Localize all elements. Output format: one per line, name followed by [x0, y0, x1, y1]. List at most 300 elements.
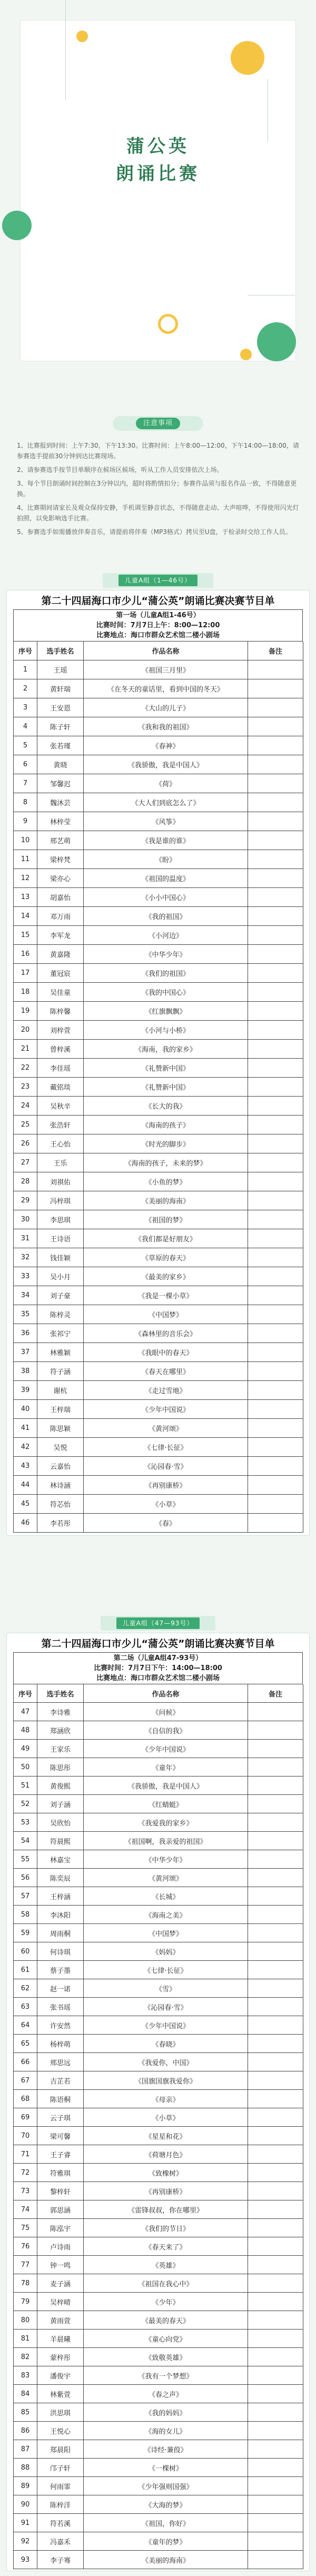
table-row [14, 1021, 303, 1040]
notice-badge [113, 416, 203, 431]
cell-remark [248, 1362, 303, 1381]
cell-remark [248, 869, 303, 888]
cell-contestant-name: 符若溪 [37, 2514, 84, 2532]
cell-work-title: 《我爱我的家乡》 [84, 1813, 248, 1832]
cell-remark [248, 1495, 303, 1514]
cell-contestant-name: 陈思颖 [37, 1419, 84, 1438]
cell-remark [248, 1040, 303, 1059]
cell-contestant-name: 曾梓溪 [37, 1040, 84, 1059]
cell-remark [248, 1229, 303, 1248]
cell-contestant-name: 戴铭琰 [37, 1078, 84, 1097]
column-header-number: 序号 [14, 641, 37, 660]
cell-work-title: 《问候》 [84, 1703, 248, 1721]
table-row [14, 2366, 303, 2385]
cell-work-title: 《森林里的音乐会》 [84, 1324, 248, 1343]
table-row [14, 2422, 303, 2440]
table-row [14, 1869, 303, 1887]
table-row [14, 888, 303, 907]
session-name: 第二场（儿童A组47-93号） [113, 1654, 203, 1662]
cell-work-title: 《致敬英雄》 [84, 2348, 248, 2366]
cell-remark [248, 1813, 303, 1832]
cell-remark [248, 2256, 303, 2274]
cell-remark [248, 2016, 303, 2035]
cell-work-title: 《海南的孩子》 [84, 1116, 248, 1134]
cell-remark [248, 1324, 303, 1343]
cell-work-title: 《诗经·蒹葭》 [84, 2440, 248, 2459]
cell-number: 32 [14, 1248, 37, 1267]
table-row [14, 850, 303, 869]
cell-contestant-name: 梁可馨 [37, 2127, 84, 2145]
cell-work-title: 《少年中国说》 [84, 1400, 248, 1419]
cell-work-title: 《小草》 [84, 2108, 248, 2127]
table-row [14, 945, 303, 964]
cell-remark [248, 850, 303, 869]
cell-contestant-name: 符子涵 [37, 1362, 84, 1381]
cell-remark [248, 2422, 303, 2440]
cell-contestant-name: 赵一诺 [37, 1979, 84, 1998]
cell-contestant-name: 陈梓灵 [37, 1305, 84, 1324]
cell-work-title: 《少年》 [84, 2293, 248, 2311]
cell-contestant-name: 黄嘉隆 [37, 945, 84, 964]
table-row [14, 1134, 303, 1153]
cell-contestant-name: 王瑶 [37, 660, 84, 679]
cell-work-title: 《雷锋叔叔，你在哪里》 [84, 2200, 248, 2219]
cell-number: 59 [14, 1924, 37, 1942]
cell-contestant-name: 云嘉怡 [37, 1457, 84, 1476]
table-row [14, 1097, 303, 1116]
cell-number: 64 [14, 2016, 37, 2035]
cell-number: 77 [14, 2256, 37, 2274]
cell-work-title: 《美丽的海南》 [84, 2551, 248, 2569]
cell-remark [248, 1116, 303, 1134]
cell-work-title: 《祖国啊，我亲爱的祖国》 [84, 1832, 248, 1850]
cell-contestant-name: 张书瑶 [37, 1998, 84, 2016]
cell-number: 19 [14, 1002, 37, 1021]
table-row [14, 2256, 303, 2274]
cell-number: 11 [14, 850, 37, 869]
table-row [14, 1116, 303, 1134]
table-row [14, 660, 303, 679]
table-row [14, 1703, 303, 1721]
table-row [14, 1887, 303, 1906]
table-row [14, 1495, 303, 1514]
cell-number: 54 [14, 1832, 37, 1850]
cell-work-title: 《星星和花》 [84, 2127, 248, 2145]
table-row [14, 1795, 303, 1813]
cell-number: 85 [14, 2403, 37, 2422]
cell-remark [248, 2366, 303, 2385]
cell-number: 55 [14, 1850, 37, 1869]
cell-remark [248, 2219, 303, 2237]
table-body [14, 660, 303, 1533]
table-row [14, 1153, 303, 1172]
cell-contestant-name: 邓万雨 [37, 907, 84, 926]
cell-number: 92 [14, 2532, 37, 2551]
cell-work-title: 《我是谁的谁》 [84, 831, 248, 850]
cell-remark [248, 1703, 303, 1721]
cell-contestant-name: 邢艺萌 [37, 831, 84, 850]
cell-remark [248, 1869, 303, 1887]
cell-number: 5 [14, 736, 37, 755]
cell-contestant-name: 李诗雅 [37, 1703, 84, 1721]
cell-work-title: 《少年中国说》 [84, 2016, 248, 2035]
notice-item: 5、参赛选手如需播放伴奏音乐，请提前将伴奏（MP3格式）拷贝至U盘，于检录时交给工作人员。 [17, 528, 292, 536]
cell-contestant-name: 李子骞 [37, 2551, 84, 2569]
table-row [14, 2385, 303, 2403]
cell-contestant-name: 王梓瑞 [37, 1400, 84, 1419]
table-row [14, 1381, 303, 1400]
cell-contestant-name: 黄轩瑞 [37, 679, 84, 698]
cell-contestant-name: 林雅颖 [37, 1343, 84, 1362]
group-badge [101, 1616, 216, 1631]
cell-work-title: 《黄河颂》 [84, 1869, 248, 1887]
cell-work-title: 《祖国三月里》 [84, 660, 248, 679]
cell-contestant-name: 邹馨迟 [37, 774, 84, 793]
notice-item: 3、每个节目朗诵时间控制在3分钟以内，超时将酌情扣分；参赛作品须与报名作品一致，不得随意更换。 [17, 480, 297, 498]
cell-remark [248, 736, 303, 755]
cell-contestant-name: 谢杭 [37, 1381, 84, 1400]
title-line-1: 蒲公英 [126, 136, 190, 157]
cell-number: 49 [14, 1740, 37, 1758]
cell-number: 12 [14, 869, 37, 888]
cell-contestant-name: 林紫萱 [37, 2385, 84, 2403]
table-row [14, 1906, 303, 1924]
cell-remark [248, 2053, 303, 2071]
cell-remark [248, 1002, 303, 1021]
cell-number: 31 [14, 1229, 37, 1248]
table-row [14, 2164, 303, 2182]
cell-contestant-name: 陈子轩 [37, 717, 84, 736]
cell-number: 39 [14, 1381, 37, 1400]
cell-number: 3 [14, 698, 37, 717]
cell-remark [248, 755, 303, 774]
table-row [14, 812, 303, 831]
column-header-name: 选手姓名 [37, 641, 84, 660]
cell-remark [248, 2182, 303, 2200]
cell-number: 41 [14, 1419, 37, 1438]
cell-contestant-name: 王安恩 [37, 698, 84, 717]
cell-work-title: 《一棵树》 [84, 2459, 248, 2477]
cell-contestant-name: 魏沐芸 [37, 793, 84, 812]
cell-contestant-name: 吴梓晴 [37, 2293, 84, 2311]
cell-remark [248, 1153, 303, 1172]
cell-remark [248, 964, 303, 983]
cell-number: 18 [14, 983, 37, 1002]
cell-contestant-name: 梁梓梵 [37, 850, 84, 869]
cell-contestant-name: 何诗琪 [37, 1942, 84, 1961]
table-row [14, 2477, 303, 2495]
cell-work-title: 《七律·长征》 [84, 1438, 248, 1457]
cell-contestant-name: 林嘉宝 [37, 1850, 84, 1869]
table-row [14, 1191, 303, 1210]
cell-remark [248, 2200, 303, 2219]
cell-work-title: 《国旗国旗我爱你》 [84, 2071, 248, 2090]
table-header-row [14, 641, 303, 660]
cell-number: 58 [14, 1906, 37, 1924]
cell-work-title: 《我有一个梦想》 [84, 2366, 248, 2385]
cell-number: 30 [14, 1210, 37, 1229]
cell-remark [248, 888, 303, 907]
cell-contestant-name: 许安然 [37, 2016, 84, 2035]
cell-number: 71 [14, 2145, 37, 2164]
cell-number: 2 [14, 679, 37, 698]
cell-remark [248, 2237, 303, 2256]
table-row [14, 755, 303, 774]
cell-contestant-name: 张祁宁 [37, 1324, 84, 1343]
table-row [14, 1267, 303, 1286]
cell-remark [248, 2108, 303, 2127]
table-row [14, 1305, 303, 1324]
cell-number: 74 [14, 2200, 37, 2219]
cell-number: 70 [14, 2127, 37, 2145]
cell-remark [248, 774, 303, 793]
column-header-remark: 备注 [248, 641, 303, 660]
cell-number: 23 [14, 1078, 37, 1097]
notice-item: 4、比赛期间请家长及观众保持安静，手机调至静音状态，不得随意走动、大声喧哗，不得使用闪光灯拍照，以免影响选手比赛。 [17, 504, 299, 522]
cell-contestant-name: 符晨熙 [37, 1832, 84, 1850]
cell-remark [248, 926, 303, 945]
cell-contestant-name: 陈思彤 [37, 1758, 84, 1776]
cell-contestant-name: 王心怡 [37, 1134, 84, 1153]
cell-number: 69 [14, 2108, 37, 2127]
table-row [14, 964, 303, 983]
cell-number: 43 [14, 1457, 37, 1476]
decor-yellow-ring-icon [158, 314, 178, 334]
cell-number: 90 [14, 2495, 37, 2514]
cell-work-title: 《海南的孩子，未来的梦》 [84, 1153, 248, 1172]
cell-work-title: 《风筝》 [84, 812, 248, 831]
cell-remark [248, 679, 303, 698]
cell-remark [248, 1979, 303, 1998]
cell-contestant-name: 吴秋辛 [37, 1097, 84, 1116]
table-row [14, 1040, 303, 1059]
cell-remark [248, 1210, 303, 1229]
cell-remark [248, 1758, 303, 1776]
group-badge-label: 儿童A组（47—93号） [116, 1617, 200, 1629]
cell-work-title: 《小草》 [84, 1495, 248, 1514]
table-row [14, 2274, 303, 2293]
cell-work-title: 《礼赞新中国》 [84, 1078, 248, 1097]
cell-number: 4 [14, 717, 37, 736]
cell-remark [248, 1286, 303, 1305]
notice-item: 1、比赛报到时间：上午7:30，下午13:30。比赛时间：上午8:00—12:00，下午14:00—18:00，请参赛选手提前30分钟到达比赛现场。 [17, 442, 299, 460]
cell-work-title: 《荷塘月色》 [84, 2145, 248, 2164]
table-row [14, 869, 303, 888]
table-row [14, 2532, 303, 2551]
cell-work-title: 《小河与小桥》 [84, 1021, 248, 1040]
cell-remark [248, 2514, 303, 2532]
cell-number: 7 [14, 774, 37, 793]
cell-contestant-name: 吉芷若 [37, 2071, 84, 2090]
table-row [14, 717, 303, 736]
cell-number: 67 [14, 2071, 37, 2090]
cell-contestant-name: 黄雨萱 [37, 2311, 84, 2330]
cell-work-title: 《走过雪地》 [84, 1381, 248, 1400]
cell-contestant-name: 符雅琪 [37, 2164, 84, 2182]
cell-contestant-name: 刘子豪 [37, 1286, 84, 1305]
cell-work-title: 《海的女儿》 [84, 2422, 248, 2440]
table-body [14, 1703, 303, 2569]
table-row [14, 2348, 303, 2366]
table-row [14, 698, 303, 717]
table-row [14, 1721, 303, 1740]
cell-work-title: 《黄河颂》 [84, 1419, 248, 1438]
cell-contestant-name: 陈梓洋 [37, 2495, 84, 2514]
cell-number: 61 [14, 1961, 37, 1979]
cell-work-title: 《致橡树》 [84, 2164, 248, 2182]
cell-remark [248, 2090, 303, 2108]
session-info [14, 610, 303, 641]
table-row [14, 1172, 303, 1191]
notice-badge-label: 注意事项 [136, 418, 180, 429]
cell-number: 76 [14, 2237, 37, 2256]
cell-contestant-name: 陈语桐 [37, 2090, 84, 2108]
cell-remark [248, 2311, 303, 2330]
group-badge-label: 儿童A组（1—46号） [118, 575, 197, 586]
cell-contestant-name: 林诗涵 [37, 1476, 84, 1495]
cell-work-title: 《再别康桥》 [84, 2182, 248, 2200]
cell-remark [248, 2164, 303, 2182]
cell-number: 68 [14, 2090, 37, 2108]
cell-remark [248, 1832, 303, 1850]
cell-number: 28 [14, 1172, 37, 1191]
cell-number: 44 [14, 1476, 37, 1495]
table-row [14, 1210, 303, 1229]
cell-remark [248, 1961, 303, 1979]
program-panel [6, 1633, 310, 2571]
cell-number: 82 [14, 2348, 37, 2366]
cell-number: 52 [14, 1795, 37, 1813]
cell-work-title: 《中华少年》 [84, 1850, 248, 1869]
cell-work-title: 《红蜻蜓》 [84, 1795, 248, 1813]
cell-number: 81 [14, 2330, 37, 2348]
group-badge-wrap [0, 1616, 316, 1631]
cell-remark [248, 831, 303, 850]
cell-work-title: 《海南之美》 [84, 1906, 248, 1924]
decor-line [65, 0, 66, 100]
cell-number: 56 [14, 1869, 37, 1887]
decor-green-circle-icon [257, 322, 296, 361]
cell-remark [248, 2385, 303, 2403]
cell-contestant-name: 邝子轩 [37, 2459, 84, 2477]
cell-remark [248, 1740, 303, 1758]
cell-work-title: 《我的祖国》 [84, 907, 248, 926]
cell-work-title: 《长大的我》 [84, 1097, 248, 1116]
table-row [14, 2219, 303, 2237]
cell-remark [248, 793, 303, 812]
cell-work-title: 《祖国在我心中》 [84, 2274, 248, 2293]
cell-remark [248, 2348, 303, 2366]
cell-work-title: 《自信的我》 [84, 1721, 248, 1740]
cell-number: 50 [14, 1758, 37, 1776]
cell-contestant-name: 董冠宸 [37, 964, 84, 983]
session-venue: 比赛地点：海口市群众艺术馆二楼小剧场 [96, 631, 220, 639]
cell-number: 33 [14, 1267, 37, 1286]
cell-contestant-name: 王诗语 [37, 1229, 84, 1248]
cell-contestant-name: 王梓涵 [37, 1887, 84, 1906]
group-badge-wrap [0, 573, 316, 588]
cell-number: 78 [14, 2274, 37, 2293]
cell-work-title: 《大山的儿子》 [84, 698, 248, 717]
cell-number: 47 [14, 1703, 37, 1721]
table-row [14, 2145, 303, 2164]
cell-work-title: 《时光的脚步》 [84, 1134, 248, 1153]
cell-contestant-name: 王家乐 [37, 1740, 84, 1758]
cell-remark [248, 2532, 303, 2551]
table-row [14, 907, 303, 926]
cell-number: 84 [14, 2385, 37, 2403]
table-row [14, 1343, 303, 1362]
cell-work-title: 《童年的梦》 [84, 2532, 248, 2551]
cell-number: 35 [14, 1305, 37, 1324]
table-row [14, 793, 303, 812]
cell-remark [248, 2274, 303, 2293]
cell-work-title: 《春之声》 [84, 2385, 248, 2403]
cell-number: 87 [14, 2440, 37, 2459]
cell-contestant-name: 胡嘉怡 [37, 888, 84, 907]
cell-work-title: 《大人们到底怎么了》 [84, 793, 248, 812]
table-row [14, 926, 303, 945]
cell-contestant-name: 吴悦 [37, 1438, 84, 1457]
cell-contestant-name: 刘祺佑 [37, 1172, 84, 1191]
cell-contestant-name: 郑涵欣 [37, 1721, 84, 1740]
table-row [14, 1324, 303, 1343]
session-venue: 比赛地点：海口市群众艺术馆二楼小剧场 [96, 1674, 220, 1682]
cell-remark [248, 2071, 303, 2090]
table-row [14, 2108, 303, 2127]
column-header-remark: 备注 [248, 1684, 303, 1703]
cell-work-title: 《我们都是好朋友》 [84, 1229, 248, 1248]
cell-number: 88 [14, 2459, 37, 2477]
cell-remark [248, 1021, 303, 1040]
table-row [14, 2053, 303, 2071]
table-row [14, 1776, 303, 1795]
cell-contestant-name: 吴小月 [37, 1267, 84, 1286]
cell-contestant-name: 郭思涵 [37, 2200, 84, 2219]
cell-remark [248, 1267, 303, 1286]
cell-number: 20 [14, 1021, 37, 1040]
cell-work-title: 《长城》 [84, 1887, 248, 1906]
cell-remark [248, 1924, 303, 1942]
cell-contestant-name: 卢诗雨 [37, 2237, 84, 2256]
table-row [14, 2127, 303, 2145]
hero-banner [0, 0, 316, 390]
cell-remark [248, 1457, 303, 1476]
cell-number: 60 [14, 1942, 37, 1961]
table-row [14, 1248, 303, 1267]
cell-remark [248, 2551, 303, 2569]
cell-remark [248, 1906, 303, 1924]
table-row [14, 2237, 303, 2256]
cell-contestant-name: 吴佳童 [37, 983, 84, 1002]
table-row [14, 2403, 303, 2422]
cell-number: 36 [14, 1324, 37, 1343]
cell-work-title: 《我和我的祖国》 [84, 717, 248, 736]
cell-remark [248, 2403, 303, 2422]
cell-remark [248, 1419, 303, 1438]
cell-number: 6 [14, 755, 37, 774]
cell-remark [248, 1172, 303, 1191]
cell-remark [248, 1134, 303, 1153]
column-header-work: 作品名称 [84, 641, 248, 660]
cell-number: 8 [14, 793, 37, 812]
cell-work-title: 《盼》 [84, 850, 248, 869]
group-badge [103, 573, 213, 588]
cell-work-title: 《少年强则国强》 [84, 2477, 248, 2495]
cell-contestant-name: 邢思远 [37, 2053, 84, 2071]
cell-remark [248, 983, 303, 1002]
table-row [14, 1229, 303, 1248]
